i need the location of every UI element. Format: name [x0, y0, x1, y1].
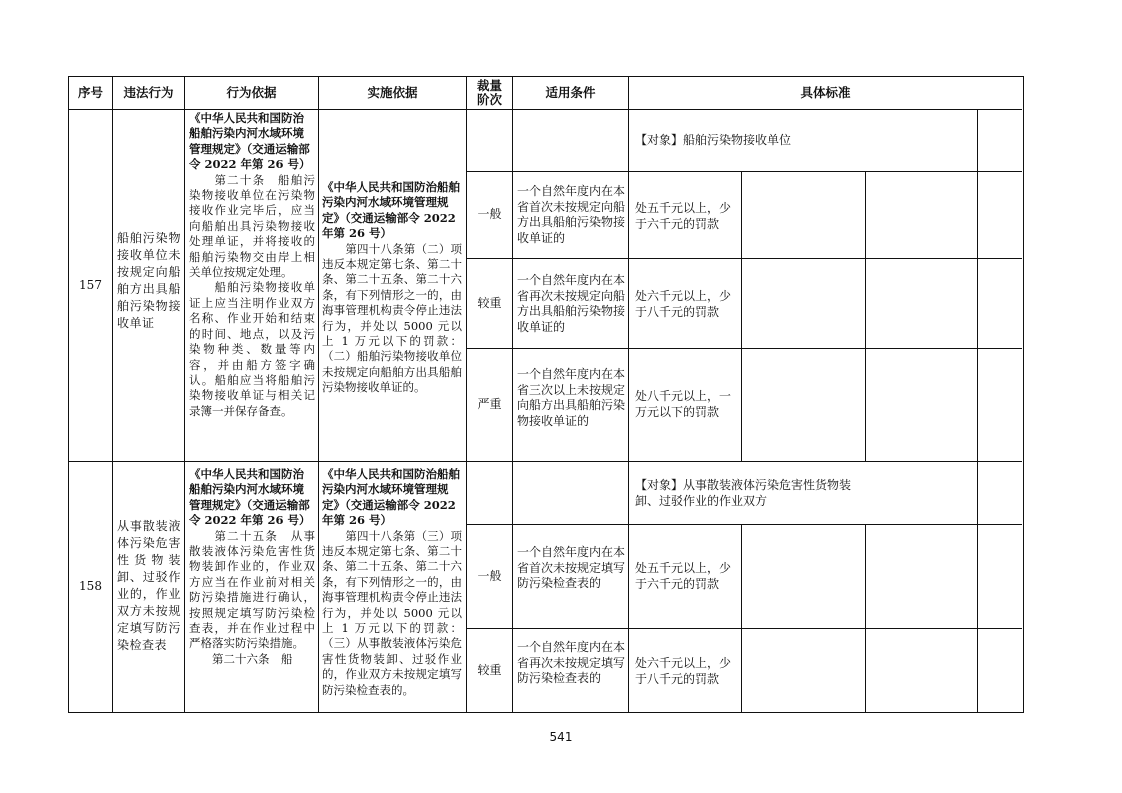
- row-158-condition-1: 一个自然年度内在本省首次未按规定填写防污染检查表的: [517, 545, 626, 591]
- penalty-standard-table: [68, 76, 1024, 713]
- row-158-impl-title: 《中华人民共和国防治船舶污染内河水域环境管理规定》（交通运输部令 2022 年第 26 号）: [322, 467, 460, 528]
- header-violation: 违法行为: [123, 85, 174, 101]
- row-157-seq: 157: [79, 277, 102, 292]
- row-158-basis: [189, 467, 315, 667]
- row-158-violation: 从事散装液体污染危害性货物装卸、过驳作业的，作业双方未按规定填写防污染检查表: [117, 519, 181, 652]
- header-condition: 适用条件: [545, 85, 596, 101]
- row-158-condition-2: 一个自然年度内在本省再次未按规定填写防污染检查表的: [517, 640, 626, 686]
- row-157-condition-3: 一个自然年度内在本省三次以上未按规定向船方出具船舶污染物接收单证的: [517, 367, 626, 428]
- header-seq: 序号: [77, 85, 103, 101]
- header-level: 裁量 阶次: [476, 78, 502, 107]
- page-number: 541: [549, 730, 573, 744]
- row-158-standard-1: 处五千元以上，少于六千元的罚款: [635, 561, 732, 591]
- row-158-level-2: 较重: [477, 662, 502, 677]
- row-157-level-1: 一般: [477, 207, 502, 222]
- row-158-level-1: 一般: [477, 568, 502, 583]
- row-157-object: 【对象】船舶污染物接收单位: [635, 133, 792, 147]
- row-157-condition-1: 一个自然年度内在本省首次未按规定向船方出具船舶污染物接收单证的: [517, 184, 626, 245]
- header-basis: 行为依据: [226, 85, 277, 101]
- row-158-impl: [322, 467, 462, 698]
- row-157-standard-1: 处五千元以上，少于六千元的罚款: [635, 201, 732, 231]
- row-157-violation: 船舶污染物接收单位未按规定向船舶方出具船舶污染物接收单证: [117, 231, 181, 330]
- row-157-condition-2: 一个自然年度内在本省再次未按规定向船方出具船舶污染物接收单证的: [517, 273, 626, 334]
- row-157-level-2: 较重: [477, 295, 502, 310]
- row-158-impl-body: 第四十八条第（三）项违反本规定第七条、第二十条、第二十五条、第二十六条，有下列情形之一的，由海事管理机构责令停止违法行为，并处以 5000 元以上 1 万元以下的罚款：（三）从事散装液体污染危害性货物装卸、过驳作业的，作业双方未按规定填写防污染检查表的。: [322, 528, 462, 697]
- row-157-standard-2: 处六千元以上，少于八千元的罚款: [635, 289, 732, 319]
- row-158-basis-body: 第二十五条 从事散装液体污染危害性货物装卸作业的，作业双方应当在作业前对相关防污染措施进行确认，按照规定填写防污染检查表，并在作业过程中严格落实防污染措施。 第二十六条 船: [189, 528, 315, 666]
- header-impl: 实施依据: [367, 85, 418, 101]
- row-158-object: 【对象】从事散装液体污染危害性货物装卸、过驳作业的作业双方: [635, 478, 852, 508]
- row-157-basis-body: 第二十条 船舶污染物接收单位在污染物接收作业完毕后，应当向船舶出具污染物接收处理单证，并将接收的船舶污染物交由岸上相关单位按规定处理。 船舶污染物接收单证上应当注明作业双方名称、作业开始和结束的时间、地点，以及污染物种类、数量等内容，并由船方签字确认。船舶应当将船舶污染物接收单证与相关记录簿一并保存备查。: [189, 172, 315, 418]
- row-157-impl: [322, 180, 462, 396]
- row-157-impl-title: 《中华人民共和国防治船舶污染内河水域环境管理规定》（交通运输部令 2022 年第 26 号）: [322, 180, 460, 241]
- row-157-standard-3: 处八千元以上，一万元以下的罚款: [635, 389, 732, 419]
- header-standard: 具体标准: [800, 85, 851, 101]
- row-158-standard-2: 处六千元以上，少于八千元的罚款: [635, 656, 732, 686]
- row-157-basis: [189, 111, 315, 419]
- row-158-seq: 158: [79, 579, 102, 594]
- row-157-basis-title: 《中华人民共和国防治船舶污染内河水域环境管理规定》（交通运输部令 2022 年第 26 号）: [189, 111, 311, 172]
- row-157-level-3: 严重: [477, 397, 502, 412]
- row-157-impl-body: 第四十八条第（二）项违反本规定第七条、第二十条、第二十五条、第二十六条，有下列情形之一的，由海事管理机构责令停止违法行为，并处以 5000 元以上 1 万元以下的罚款：（二）船舶污染物接收单位未按规定向船舶方出具船舶污染物接收单证的。: [322, 241, 462, 395]
- row-158-basis-title: 《中华人民共和国防治船舶污染内河水域环境管理规定》（交通运输部令 2022 年第 26 号）: [189, 467, 311, 528]
